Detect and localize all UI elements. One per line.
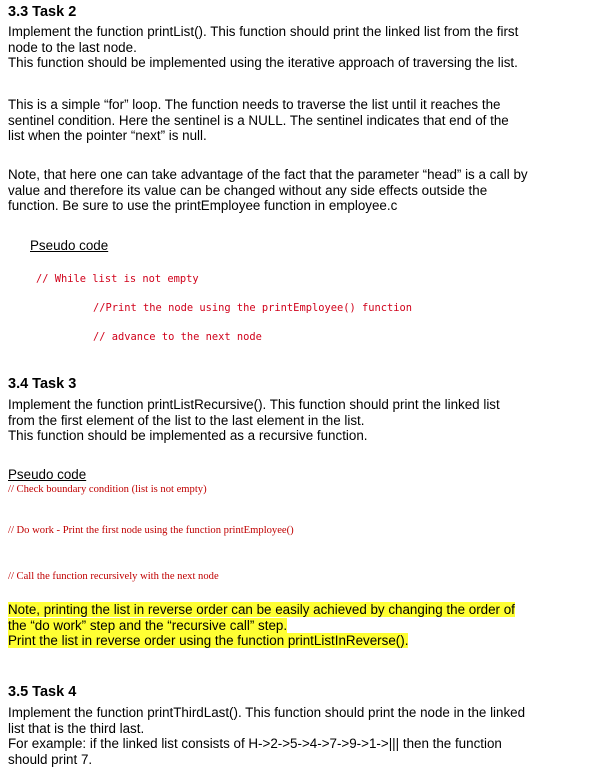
text-line: Implement the function printList(). This function should print the linked list from the first	[8, 24, 519, 39]
note-line: the “do work” step and the “recursive call” step.	[8, 617, 288, 633]
task2-code-line-3: // advance to the next node	[93, 331, 262, 343]
task2-code-line-2: //Print the node using the printEmployee() function	[93, 302, 413, 314]
text-line: Note, that here one can take advantage of the fact that the parameter “head” is a call by	[8, 167, 528, 182]
task2-paragraph-1	[8, 24, 518, 71]
task3-paragraph-1	[8, 397, 500, 444]
task3-pseudo-code-label: Pseudo code	[8, 467, 87, 482]
text-line: function. Be sure to use the printEmployee function in employee.c	[8, 198, 398, 213]
task2-paragraph-3	[8, 167, 528, 214]
highlighted-note	[8, 602, 580, 649]
text-line: This is a simple “for” loop. The function needs to traverse the list until it reaches the	[8, 97, 501, 112]
text-line: This function should be implemented using the iterative approach of traversing the list.	[8, 55, 518, 70]
text-line: should print 7.	[8, 751, 93, 767]
text-line: node to the last node.	[8, 39, 137, 55]
task4-paragraph-1	[8, 705, 525, 767]
task3-step-2: // Do work - Print the first node using the function printEmployee()	[8, 525, 294, 536]
text-line: sentinel condition. Here the sentinel is a NULL. The sentinel indicates that end of the	[8, 112, 509, 128]
text-line: For example: if the linked list consists of H->2->5->4->7->9->1->||| then the function	[8, 736, 502, 751]
task3-step-1: // Check boundary condition (list is not empty)	[8, 484, 207, 495]
text-line: Implement the function printThirdLast(). This function should print the node in the linked	[8, 705, 526, 720]
task2-code-line-1: // While list is not empty	[36, 273, 199, 285]
text-line: Implement the function printListRecursive(). This function should print the linked list	[8, 397, 500, 412]
task2-pseudo-code-label: Pseudo code	[30, 238, 109, 253]
text-line: list that is the third last.	[8, 720, 145, 736]
task3-heading: 3.4 Task 3	[8, 376, 77, 392]
text-line: list when the pointer “next” is null.	[8, 128, 207, 143]
text-line: This function should be implemented as a recursive function.	[8, 428, 368, 443]
task2-heading: 3.3 Task 2	[8, 4, 77, 20]
task3-step-3: // Call the function recursively with the next node	[8, 571, 219, 582]
note-line: Note, printing the list in reverse order can be easily achieved by changing the order of	[8, 602, 515, 617]
text-line: from the first element of the list to the last element in the list.	[8, 412, 365, 428]
note-line: Print the list in reverse order using the function printListInReverse().	[8, 633, 409, 648]
task2-paragraph-2	[8, 97, 509, 144]
text-line: value and therefore its value can be changed without any side effects outside the	[8, 182, 488, 198]
task4-heading: 3.5 Task 4	[8, 684, 77, 700]
